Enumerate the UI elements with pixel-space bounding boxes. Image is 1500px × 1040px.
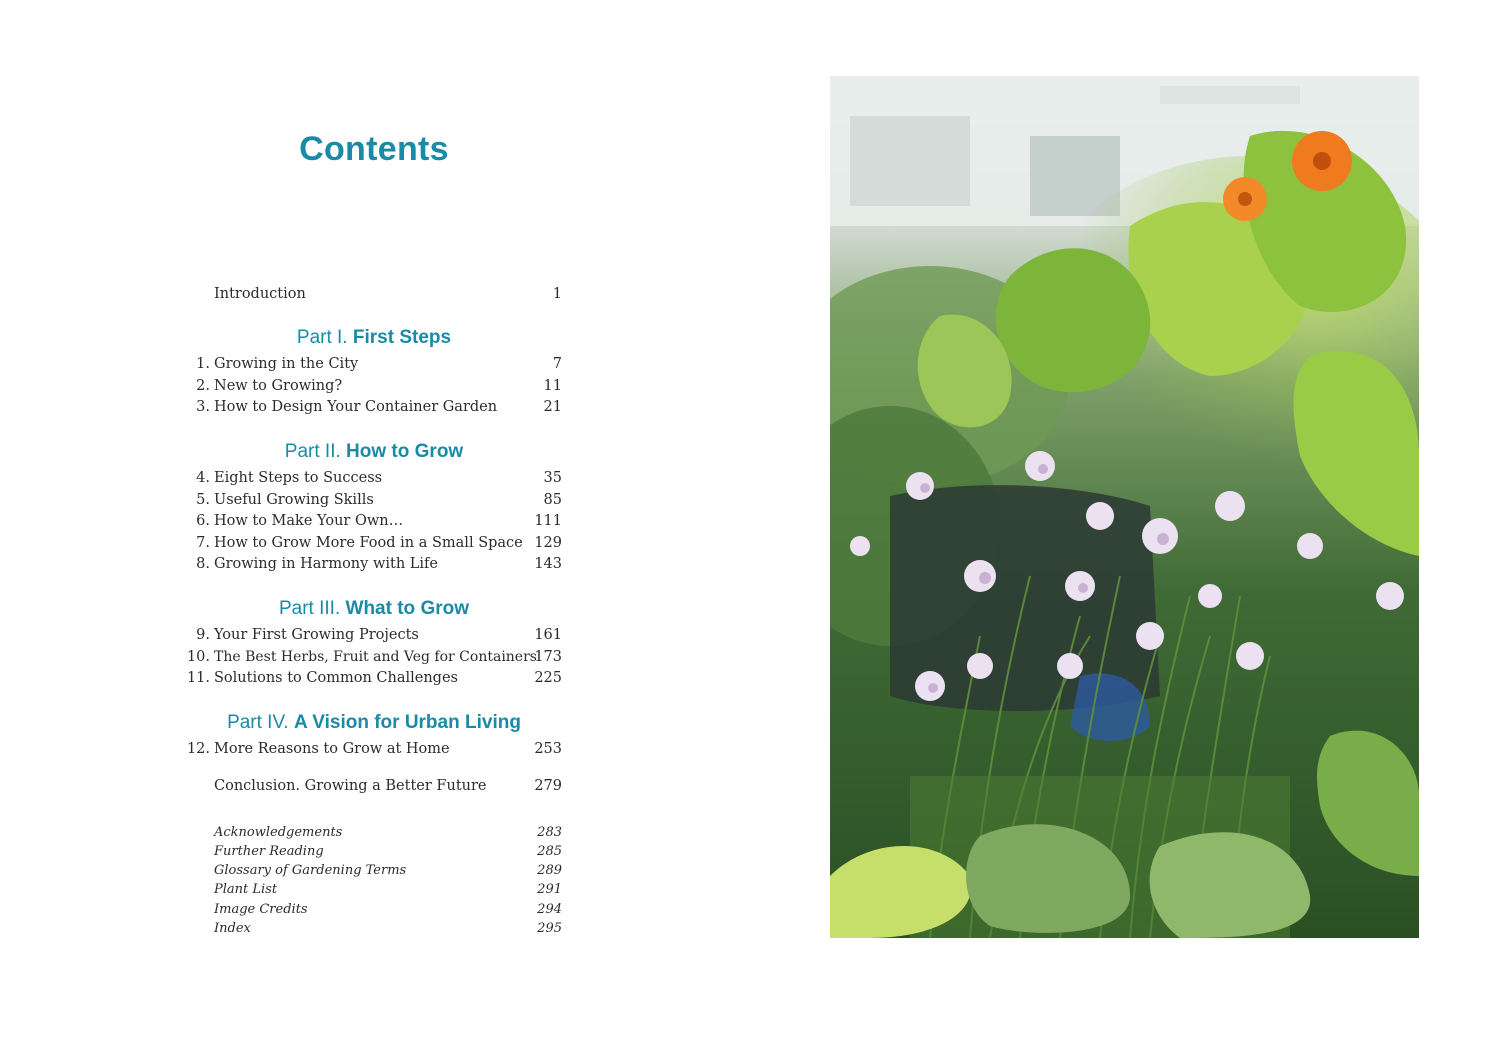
chapter-page: 161 [534,627,562,643]
toc-entry-introduction[interactable] [180,284,564,304]
toc-entry-chapter[interactable] [180,354,564,374]
toc-entry-chapter[interactable] [180,490,564,510]
chapter-title: How to Design Your Container Garden [214,399,498,415]
back-matter-page: 295 [537,921,562,936]
part-prefix: Part III. [278,598,341,619]
toc-entry-back-matter[interactable] [180,901,564,919]
part-name: First Steps [352,327,452,348]
part-name: What to Grow [345,598,469,619]
chapter-page: 21 [543,399,562,415]
back-matter-title: Glossary of Gardening Terms [214,863,407,878]
back-matter-page: 285 [537,844,562,859]
toc-entry-back-matter[interactable] [180,920,564,938]
chapter-number: 9. [196,627,210,643]
toc-entry-page: 1 [552,286,562,302]
chapter-page: 7 [552,356,562,372]
chapter-number: 11. [186,670,210,686]
toc-entry-back-matter[interactable] [180,881,564,899]
chapter-page: 173 [534,649,562,665]
back-matter-title: Image Credits [214,902,308,917]
toc-entry-chapter[interactable] [180,376,564,396]
back-matter-title: Further Reading [214,844,324,859]
chapter-page: 11 [543,378,562,394]
toc-entry-chapter[interactable] [180,647,564,667]
toc-entry-title: Conclusion. Growing a Better Future [214,778,487,794]
part-heading-3 [180,596,568,622]
toc-entry-chapter[interactable] [180,739,564,759]
chapter-page: 253 [534,741,562,757]
chapter-title: Growing in Harmony with Life [214,556,438,572]
chapter-number: 4. [196,470,210,486]
chapter-page: 143 [534,556,562,572]
toc-entry-page: 279 [534,778,562,794]
chapter-title: Solutions to Common Challenges [214,670,458,686]
chapter-page: 111 [534,513,562,529]
back-matter-page: 291 [537,882,562,897]
chapter-title: How to Make Your Own… [214,513,404,529]
toc-entry-chapter[interactable] [180,511,564,531]
back-matter-title: Index [214,921,251,936]
part-prefix: Part I. [296,327,348,348]
page-title: Contents [299,130,449,168]
toc-entry-back-matter[interactable] [180,824,564,842]
chapter-number: 5. [196,492,210,508]
toc-entry-chapter[interactable] [180,468,564,488]
chapter-page: 85 [543,492,562,508]
chapter-page: 129 [534,535,562,551]
chapter-number: 8. [196,556,210,572]
part-name: How to Grow [346,441,464,462]
chapter-title: The Best Herbs, Fruit and Veg for Containers [214,649,537,665]
toc-entry-chapter[interactable] [180,668,564,688]
toc-entry-title: Introduction [214,286,306,302]
chapter-page: 225 [534,670,562,686]
part-heading-2 [180,439,568,465]
part-heading-1 [180,325,568,351]
part-prefix: Part IV. [227,712,289,733]
chapter-number: 3. [196,399,210,415]
chapter-number: 2. [196,378,210,394]
chapter-number: 7. [196,535,210,551]
chapter-title: Your First Growing Projects [214,627,419,643]
toc-entry-back-matter[interactable] [180,862,564,880]
back-matter-page: 289 [537,863,562,878]
chapter-title: How to Grow More Food in a Small Space [214,535,523,551]
chapter-title: More Reasons to Grow at Home [214,741,450,757]
chapter-number: 6. [196,513,210,529]
part-name: A Vision for Urban Living [293,712,521,733]
garden-photo [830,76,1419,938]
toc-entry-back-matter[interactable] [180,843,564,861]
back-matter-page: 283 [537,825,562,840]
toc-entry-chapter[interactable] [180,554,564,574]
back-matter-title: Plant List [214,882,278,897]
chapter-number: 10. [186,649,210,665]
part-prefix: Part II. [284,441,341,462]
part-heading-4 [180,710,568,736]
chapter-number: 1. [196,356,210,372]
chapter-title: Growing in the City [214,356,359,372]
chapter-number: 12. [186,741,210,757]
toc-entry-conclusion[interactable] [180,776,564,796]
chapter-title: Eight Steps to Success [214,470,383,486]
toc-entry-chapter[interactable] [180,397,564,417]
chapter-title: Useful Growing Skills [214,492,374,508]
chapter-title: New to Growing? [214,378,343,394]
back-matter-page: 294 [537,902,562,917]
chapter-page: 35 [543,470,562,486]
back-matter-title: Acknowledgements [214,825,343,840]
toc-entry-chapter[interactable] [180,625,564,645]
toc-entry-chapter[interactable] [180,533,564,553]
